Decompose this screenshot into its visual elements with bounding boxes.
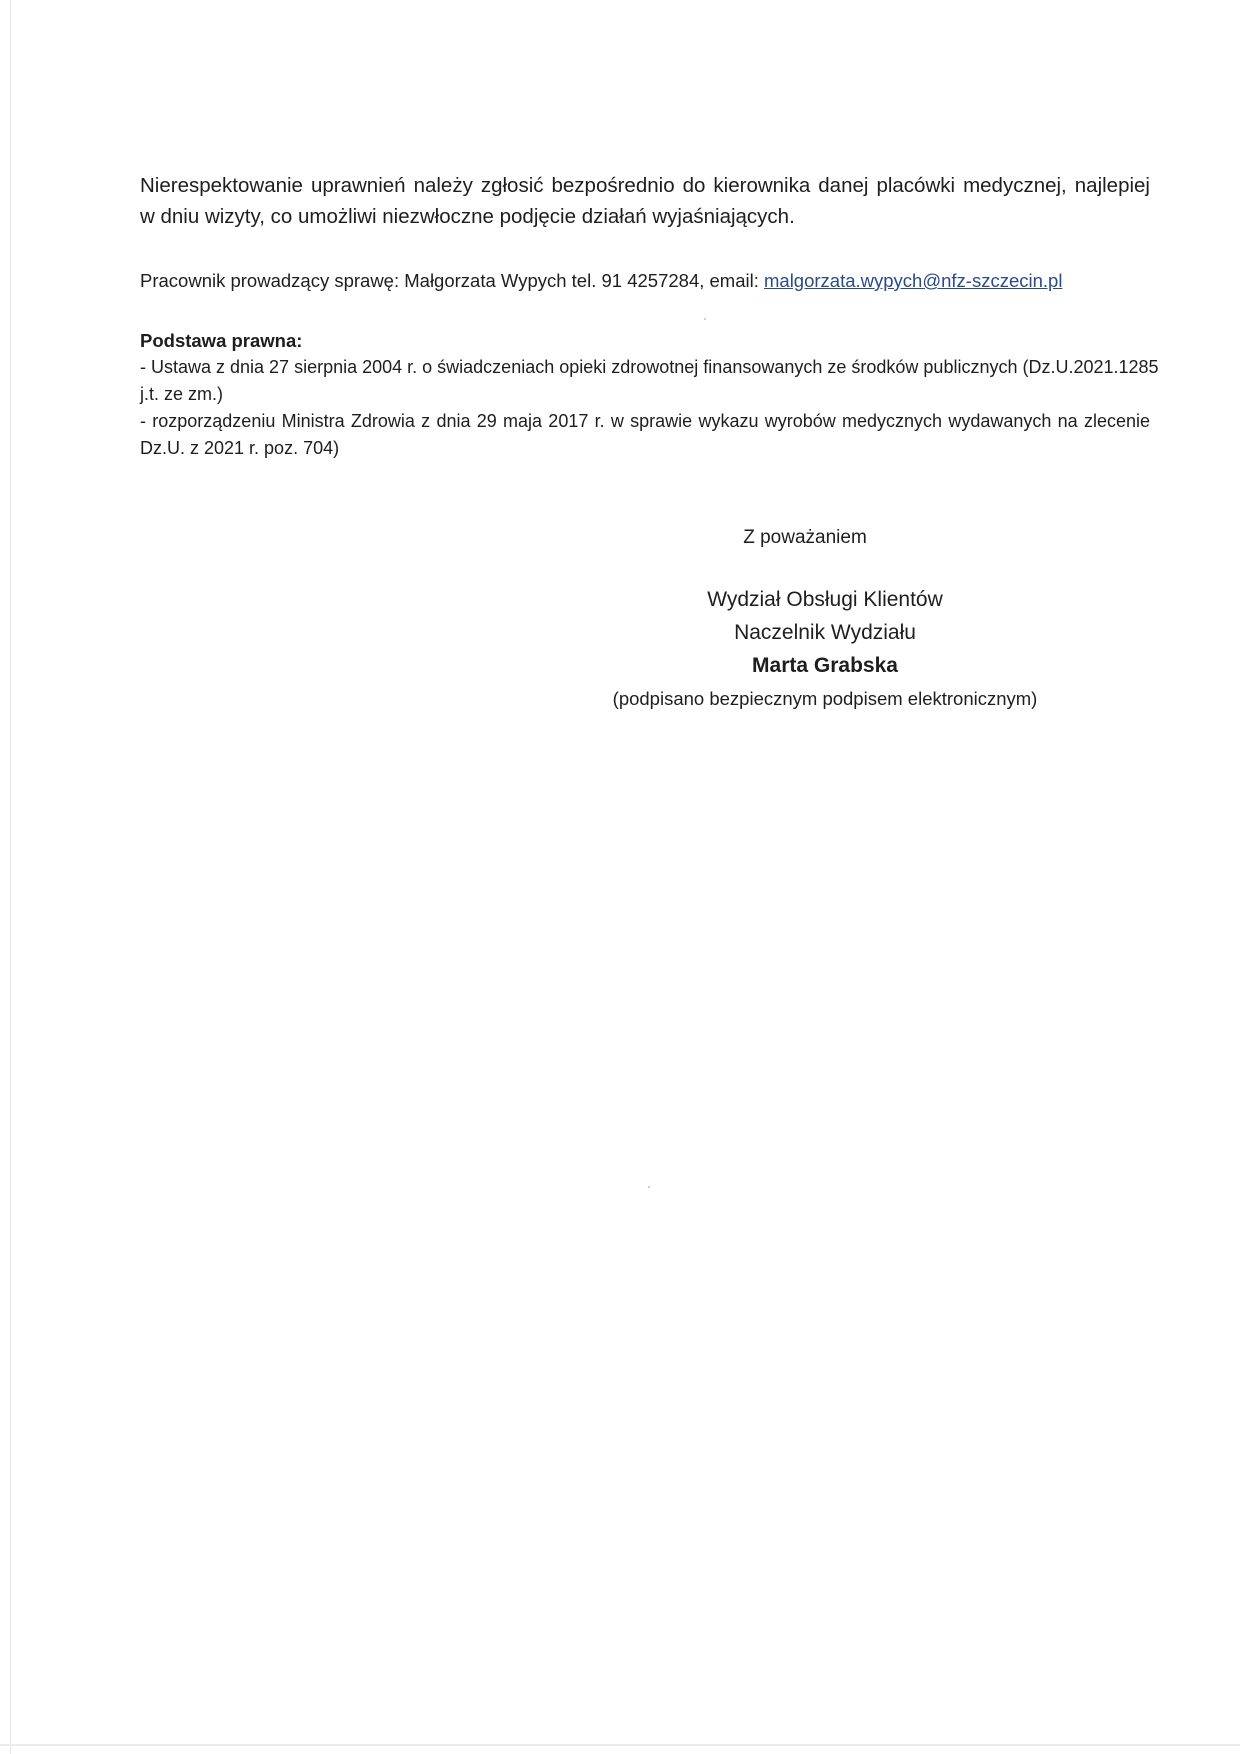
signature-note: (podpisano bezpiecznym podpisem elektronicznym) <box>612 688 1038 709</box>
complaint-paragraph-line-2: w dniu wizyty, co umożliwi niezwłoczne podjęcie działań wyjaśniających. <box>140 205 795 228</box>
signatory-name: Marta Grabska <box>752 654 898 677</box>
legal-basis-item-2-line-2: Dz.U. z 2021 r. poz. 704) <box>140 438 340 458</box>
scan-speck <box>648 1186 650 1188</box>
legal-basis-item <box>140 354 1159 408</box>
case-officer-contact <box>140 268 1150 294</box>
complaint-paragraph <box>140 170 1150 232</box>
letter-body <box>140 170 1159 462</box>
complaint-paragraph-line-1: Nierespektowanie uprawnień należy zgłosić bezpośrednio do kierownika danej placówki medycznej, najlepiej <box>140 174 1150 197</box>
scan-edge-left <box>10 0 11 1754</box>
legal-basis-item-1-line-1: - Ustawa z dnia 27 sierpnia 2004 r. o świadczeniach opieki zdrowotnej finansowanych ze środków publicznych (Dz.U.2021.1285 <box>140 357 1159 377</box>
contact-text: Pracownik prowadzący sprawę: Małgorzata Wypych tel. 91 4257284, email: <box>140 270 764 291</box>
scan-edge-bottom <box>0 1744 1240 1746</box>
legal-basis-heading: Podstawa prawna: <box>140 330 303 351</box>
signatory-title: Naczelnik Wydziału <box>734 621 916 644</box>
legal-basis-item-1-line-2: j.t. ze zm.) <box>140 384 224 404</box>
signatory-department: Wydział Obsługi Klientów <box>707 588 943 611</box>
legal-basis-section <box>140 328 1159 462</box>
closing-block <box>590 525 1060 716</box>
legal-basis-item <box>140 408 1150 462</box>
email-link[interactable]: malgorzata.wypych@nfz-szczecin.pl <box>764 270 1063 291</box>
closing-greeting: Z poważaniem <box>743 527 867 548</box>
legal-basis-item-2-line-1: - rozporządzeniu Ministra Zdrowia z dnia 29 maja 2017 r. w sprawie wykazu wyrobów medycznych wydawanych na zlecenie <box>140 411 1150 431</box>
